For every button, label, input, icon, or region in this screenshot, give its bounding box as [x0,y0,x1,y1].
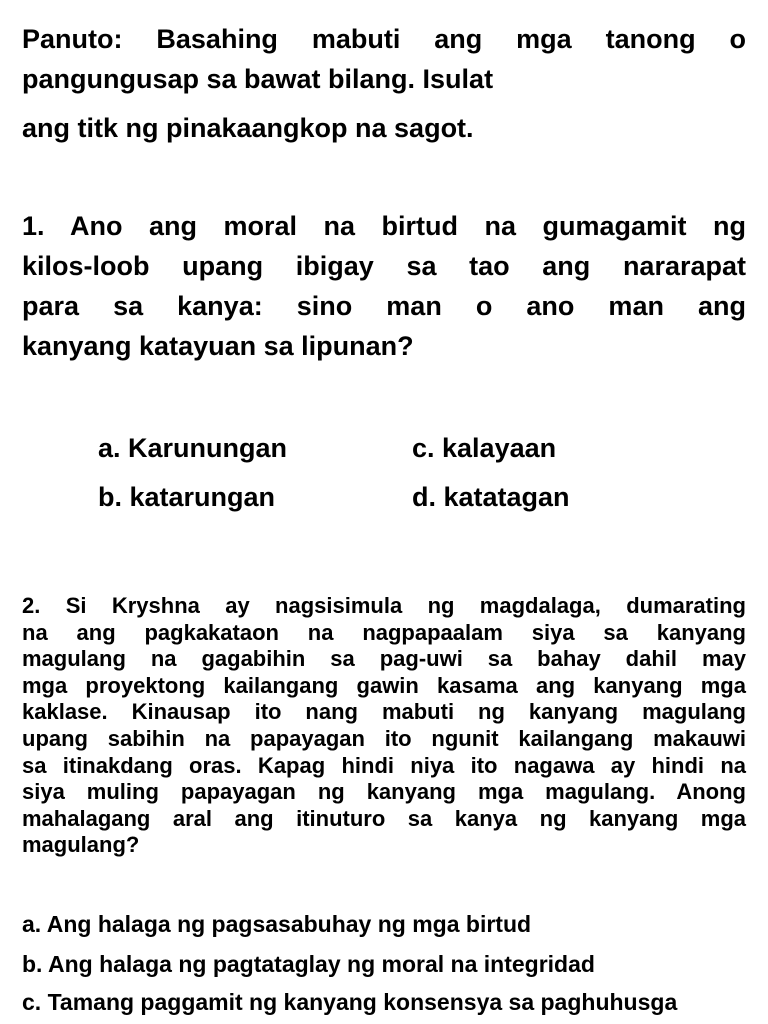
instructions [22,19,746,99]
question-2-choice-a: a. Ang halaga ng pagsasabuhay ng mga birtud [22,911,532,937]
question-1-line: 1. Ano ang moral na birtud na gumagamit ng [22,211,746,241]
question-2-line: siya muling papayagan ng kanyang mga magulang. Anong [22,779,746,805]
question-2 [22,593,746,859]
question-2-line: mahalagang aral ang itinuturo sa kanya ng kanyang mga [22,805,746,831]
instructions-line-1: Panuto: Basahing mabuti ang mga tanong o [22,24,746,54]
instructions-line-2: pangungusap sa bawat bilang. Isulat [22,64,494,94]
question-1-choice-c: c. kalayaan [412,433,557,463]
question-1-choice-d: d. katatagan [412,482,570,512]
question-2-line: 2. Si Kryshna ay nagsisimula ng magdalaga, dumarating [22,593,746,618]
question-1-line: para sa kanya: sino man o ano man ang [22,291,746,321]
question-2-line: magulang na gagabihin sa pag-uwi sa bahay dahil may [22,646,746,672]
question-2-line: sa itinakdang oras. Kapag hindi niya ito nagawa ay hindi na [22,752,746,778]
question-2-choice-c: c. Tamang paggamit ng kanyang konsensya sa paghuhusga [22,989,678,1015]
question-2-line: upang sabihin na papayagan ito ngunit kailangang makauwi [22,725,746,751]
question-2-line: magulang? [22,832,140,858]
instructions-continued [22,108,746,148]
question-2-line: na ang pagkakataon na nagpapaalam siya sa kanyang [22,619,746,645]
question-1-line: kilos-loob upang ibigay sa tao ang nararapat [22,251,746,281]
question-1-line: kanyang katayuan sa lipunan? [22,331,414,361]
instructions-line-3: ang titk ng pinakaangkop na sagot. [22,113,474,143]
question-2-line: mga proyektong kailangang gawin kasama ang kanyang mga [22,672,746,698]
question-2-choice-b: b. Ang halaga ng pagtataglay ng moral na integridad [22,951,595,977]
question-1 [22,206,746,366]
question-1-choice-a: a. Karunungan [98,433,288,463]
question-1-choice-b: b. katarungan [98,482,276,512]
question-2-line: kaklase. Kinausap ito nang mabuti ng kanyang magulang [22,699,746,725]
